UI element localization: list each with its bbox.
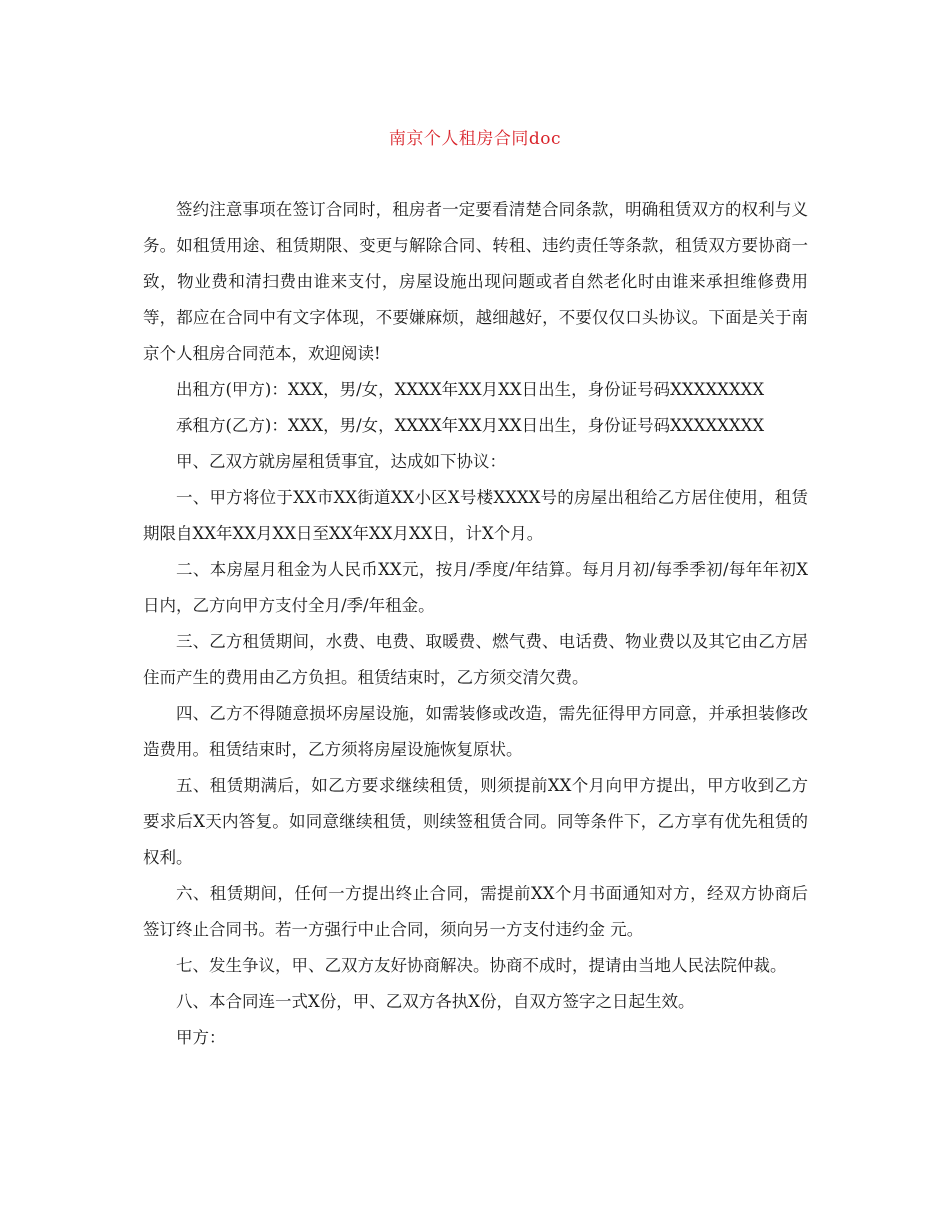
document-title: 南京个人租房合同doc: [388, 129, 562, 149]
document-body: [143, 192, 808, 1056]
clause-6: 六、租赁期间，任何一方提出终止合同，需提前XX个月书面通知对方，经双方协商后签订终止合同书。若一方强行中止合同，须向另一方支付违约金 元。: [143, 884, 808, 939]
clause-4: 四、乙方不得随意损坏房屋设施，如需装修或改造，需先征得甲方同意，并承担装修改造费用。租赁结束时，乙方须将房屋设施恢复原状。: [143, 704, 808, 759]
clause-8: 八、本合同连一式X份，甲、乙双方各执X份，自双方签字之日起生效。: [176, 992, 695, 1011]
lessee-info: 承租方(乙方)：XXX，男/女，XXXX年XX月XX日出生，身份证号码XXXXXXXX: [176, 416, 765, 435]
clause-1: 一、甲方将位于XX市XX街道XX小区X号楼XXXX号的房屋出租给乙方居住使用，租赁期限自XX年XX月XX日至XX年XX月XX日，计X个月。: [143, 488, 808, 543]
clause-5: 五、租赁期满后，如乙方要求继续租赁，则须提前XX个月向甲方提出，甲方收到乙方要求后X天内答复。如同意继续租赁，则续签租赁合同。同等条件下，乙方享有优先租赁的权利。: [143, 776, 808, 867]
clause-2: 二、本房屋月租金为人民币XX元，按月/季度/年结算。每月月初/每季季初/每年年初X日内，乙方向甲方支付全月/季/年租金。: [143, 560, 808, 615]
agreement-intro: 甲、乙双方就房屋租赁事宜，达成如下协议：: [176, 452, 506, 471]
lessor-info: 出租方(甲方)：XXX，男/女，XXXX年XX月XX日出生，身份证号码XXXXXXXX: [176, 380, 765, 399]
intro-paragraph: 签约注意事项在签订合同时，租房者一定要看清楚合同条款，明确租赁双方的权利与义务。如租赁用途、租赁期限、变更与解除合同、转租、违约责任等条款，租赁双方要协商一致，物业费和清扫费由谁来支付，房屋设施出现问题或者自然老化时由谁来承担维修费用等，都应在合同中有文字体现，不要嫌麻烦，越细越好，不要仅仅口头协议。下面是关于南京个人租房合同范本，欢迎阅读!: [143, 200, 808, 363]
clause-7: 七、发生争议，甲、乙双方友好协商解决。协商不成时，提请由当地人民法院仲裁。: [176, 956, 787, 975]
clause-3: 三、乙方租赁期间，水费、电费、取暖费、燃气费、电话费、物业费以及其它由乙方居住而产生的费用由乙方负担。租赁结束时，乙方须交清欠费。: [143, 632, 808, 687]
party-a-signature-label: 甲方：: [176, 1028, 226, 1047]
